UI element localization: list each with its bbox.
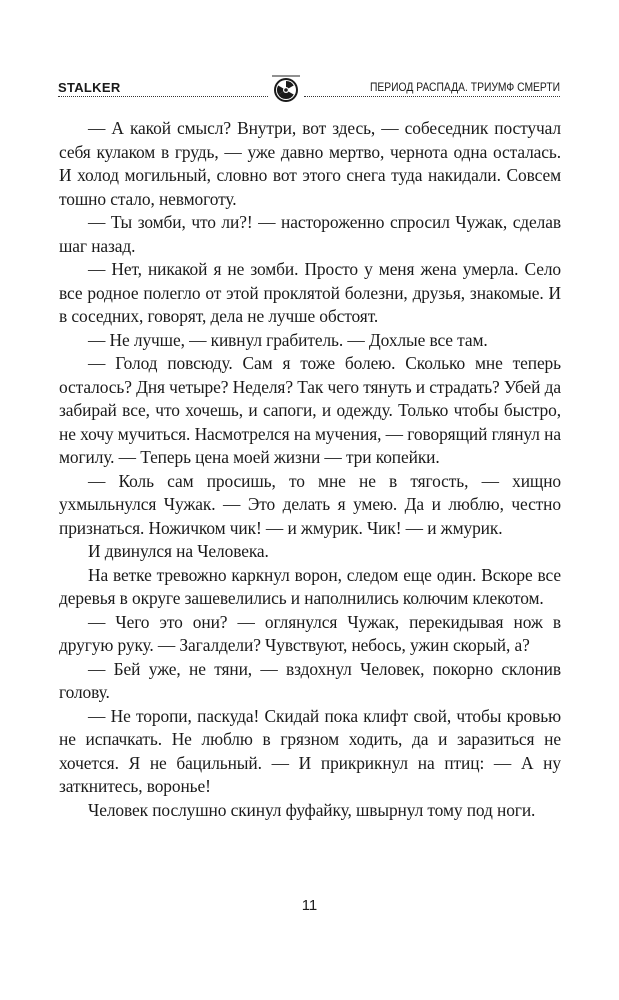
paragraph: — Чего это они? — оглянулся Чужак, перекидывая нож в другую руку. — Загалдели? Чувствуют, небось, ужин скорый, а? — [59, 611, 561, 655]
radiation-icon — [270, 74, 302, 104]
body-text — [59, 117, 561, 822]
paragraph: — Голод повсюду. Сам я тоже болею. Сколько мне теперь осталось? Дня четыре? Неделя? Так чего тянуть и страдать? Убей да забирай все, что хочешь, и сапоги, и одежду. Только чтобы быстро, не хочу мучиться. Насмотрелся на мучения, — говорящий глянул на могилу. — Теперь цена моей жизни — три копейки. — [59, 353, 561, 467]
series-title: STALKER — [58, 80, 121, 95]
page-number: 11 — [301, 897, 318, 914]
paragraph: — Нет, никакой я не зомби. Просто у меня жена умерла. Село все родное полегло от этой проклятой болезни, друзья, знакомые. И в соседних, говорят, дела не лучше обстоят. — [59, 259, 561, 326]
header-dotted-rule-right — [304, 96, 560, 97]
paragraph: — Коль сам просишь, то мне не в тягость, — хищно ухмыльнулся Чужак. — Это делать я умею. Да и люблю, честно признаться. Ножичком чик! — и жмурик. Чик! — и жмурик. — [59, 470, 561, 538]
paragraph: Человек послушно скинул фуфайку, швырнул тому под ноги. — [88, 799, 536, 820]
paragraph: На ветке тревожно каркнул ворон, следом еще один. Вскоре все деревья в округе зашевелились и наполнились колючим клекотом. — [59, 564, 561, 608]
paragraph: — А какой смысл? Внутри, вот здесь, — собеседник постучал себя кулаком в грудь, — уже давно мертво, чернота одна осталась. И холод могильный, словно вот этого снега туда накидали. Совсем тошно стало, невмоготу. — [59, 118, 561, 209]
paragraph: И двинулся на Человека. — [88, 541, 269, 561]
paragraph: — Ты зомби, что ли?! — настороженно спросил Чужак, сделав шаг назад. — [59, 212, 561, 256]
header-dotted-rule-left — [58, 96, 268, 97]
book-title: ПЕРИОД РАСПАДА. ТРИУМФ СМЕРТИ — [369, 80, 560, 94]
paragraph: — Бей уже, не тяни, — вздохнул Человек, покорно склонив голову. — [59, 658, 561, 702]
running-header — [58, 74, 560, 104]
paragraph: — Не торопи, паскуда! Скидай пока клифт свой, чтобы кровью не испачкать. Не люблю в грязном ходить, да и заразиться не хочется. Я не бацильный. — И прикрикнул на птиц: — А ну заткнитесь, воронье! — [59, 705, 561, 796]
paragraph: — Не лучше, — кивнул грабитель. — Дохлые все там. — [88, 329, 488, 350]
